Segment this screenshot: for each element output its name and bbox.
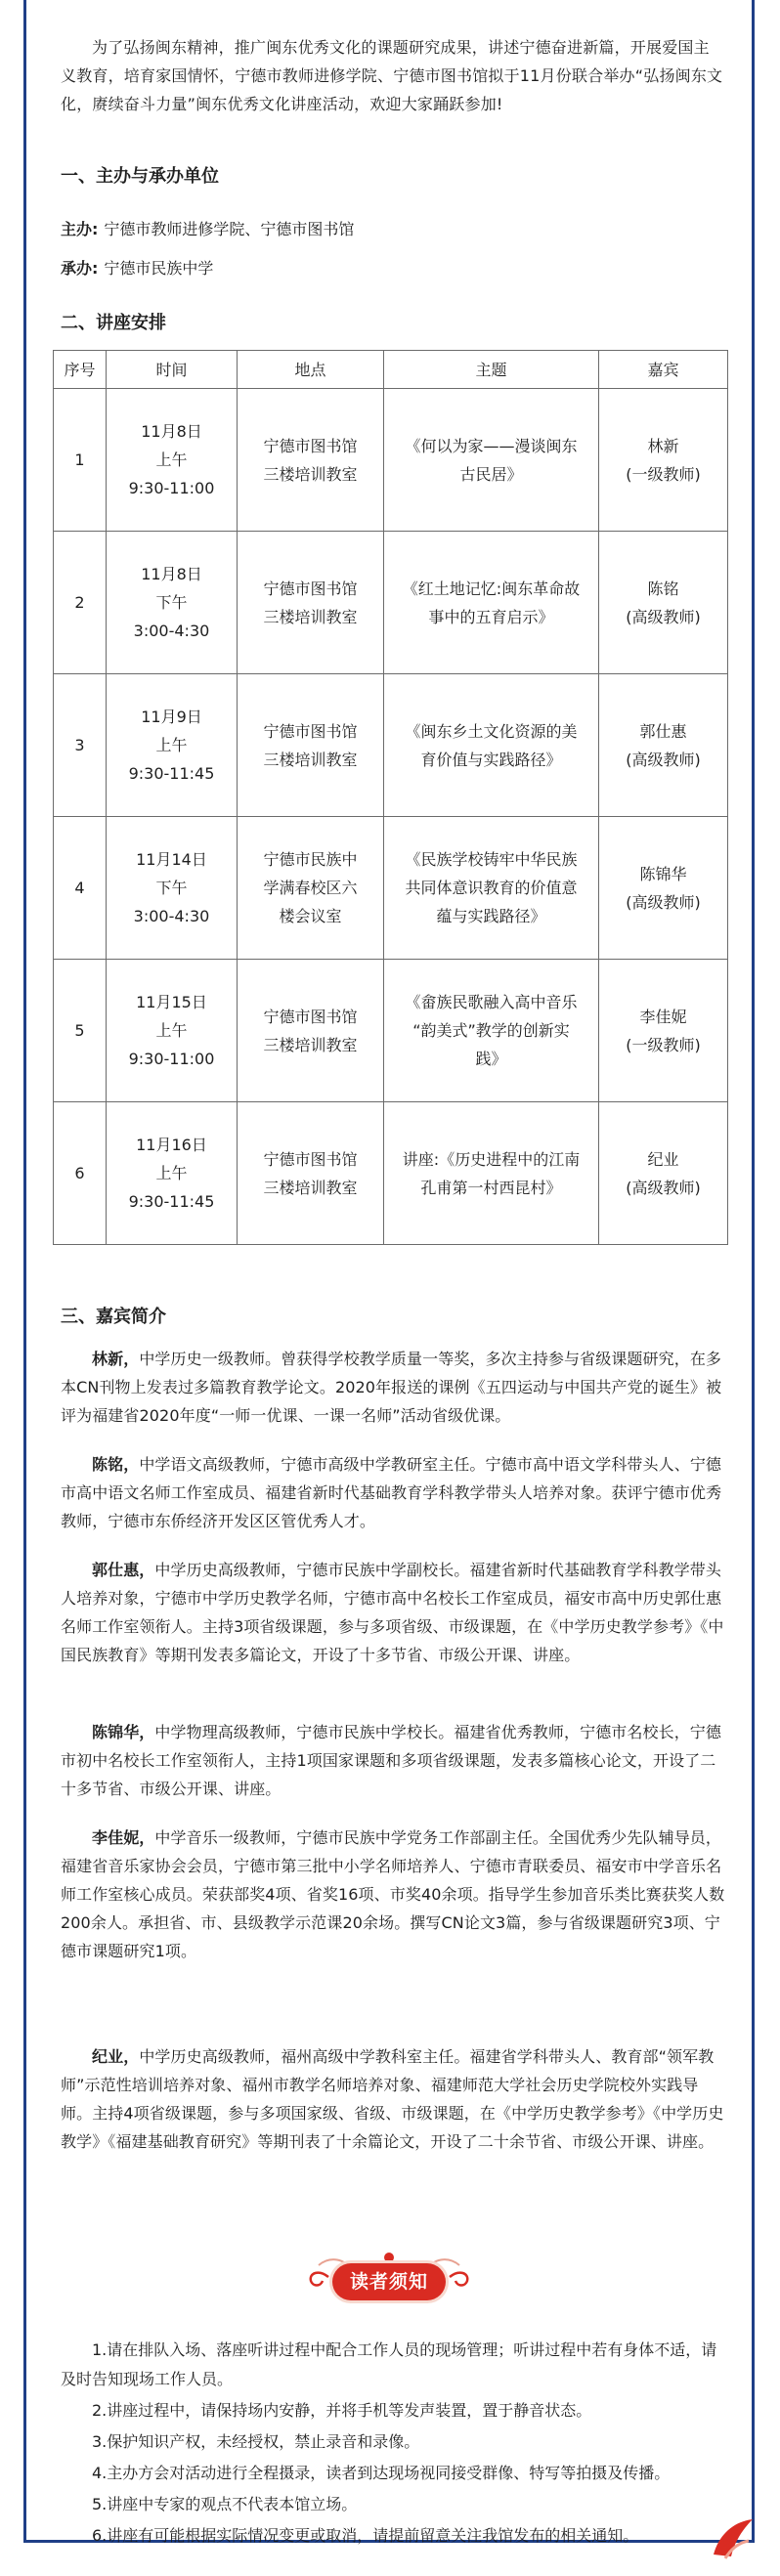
row-no: 6 [54, 1102, 107, 1245]
notice-item: 3.保护知识产权，未经授权，禁止录音和录像。 [92, 2432, 420, 2451]
guest-bio [61, 2042, 725, 2156]
host-value: 宁德市教师进修学院、宁德市图书馆 [104, 220, 355, 238]
row-place: 宁德市民族中 学满春校区六 楼会议室 [238, 817, 384, 960]
notice-item: 5.讲座中专家的观点不代表本馆立场。 [92, 2495, 358, 2513]
notice-item: 2.讲座过程中，请保持场内安静，并将手机等发声装置，置于静音状态。 [92, 2401, 592, 2420]
row-topic: 《何以为家——漫谈闽东 古民居》 [384, 389, 599, 532]
row-guest: 李佳妮 (一级教师) [599, 960, 728, 1102]
guest-name: 陈锦华， [92, 1723, 155, 1741]
notice-item: 4.主办方会对活动进行全程摄录，读者到达现场视同接受群像、特写等拍摄及传播。 [92, 2464, 671, 2482]
guest-bio [61, 1718, 725, 1803]
row-no: 3 [54, 674, 107, 817]
row-guest: 陈铭 (高级教师) [599, 532, 728, 674]
notice-title: 读者须知 [332, 2263, 446, 2300]
guest-bio-text: 中学物理高级教师，宁德市民族中学校长。福建省优秀教师，宁德市名校长，宁德市初中名校长工作室领衔人，主持1项国家课题和多项省级课题，发表多篇核心论文，开设了二十多节省、市级公开课、讲座。 [61, 1723, 722, 1798]
row-topic: 讲座:《历史进程中的江南 孔甫第一村西昆村》 [384, 1102, 599, 1245]
guest-bio [61, 1824, 725, 1965]
row-no: 5 [54, 960, 107, 1102]
row-guest: 陈锦华 (高级教师) [599, 817, 728, 960]
brush-stroke-icon [706, 2512, 760, 2566]
guest-bio [61, 1450, 725, 1535]
row-time: 11月15日 上午 9:30-11:00 [107, 960, 238, 1102]
table-row [54, 817, 728, 960]
intro-paragraph: 为了弘扬闽东精神，推广闽东优秀文化的课题研究成果，讲述宁德奋进新篇，开展爱国主义教育，培育家国情怀，宁德市教师进修学院、宁德市图书馆拟于11月份联合举办“弘扬闽东文化，赓续奋斗力量”闽东优秀文化讲座活动，欢迎大家踊跃参加! [61, 38, 723, 113]
row-place: 宁德市图书馆 三楼培训教室 [238, 532, 384, 674]
header-place: 地点 [238, 351, 384, 389]
host-label: 主办: [61, 220, 99, 238]
row-time: 11月9日 上午 9:30-11:45 [107, 674, 238, 817]
guest-name: 陈铭， [92, 1455, 140, 1474]
section-heading-guests: 三、嘉宾简介 [61, 1307, 166, 1327]
table-row [54, 960, 728, 1102]
guest-bio-text: 中学历史高级教师，福州高级中学教科室主任。福建省学科带头人、教育部“领军教师”示范性培训培养对象、福州市教学名师培养对象、福建师范大学社会历史学院校外实践导师。主持4项省级课题，参与多项国家级、省级、市级课题，在《中学历史教学参考》《中学历史教学》《福建基础教育研究》等期刊表了十余篇论文，开设了二十余节省、市级公开课、讲座。 [61, 2047, 724, 2151]
row-time: 11月8日 上午 9:30-11:00 [107, 389, 238, 532]
header-topic: 主题 [384, 351, 599, 389]
guest-bio [61, 1345, 725, 1430]
table-row [54, 532, 728, 674]
row-place: 宁德市图书馆 三楼培训教室 [238, 389, 384, 532]
notice-item: 6.讲座有可能根据实际情况变更或取消，请提前留意关注我馆发布的相关通知。 [92, 2526, 639, 2545]
table-row [54, 1102, 728, 1245]
table-row [54, 389, 728, 532]
row-time: 11月14日 下午 3:00-4:30 [107, 817, 238, 960]
header-no: 序号 [54, 351, 107, 389]
schedule-table [53, 350, 728, 1245]
guest-name: 郭仕惠， [92, 1561, 155, 1579]
row-time: 11月8日 下午 3:00-4:30 [107, 532, 238, 674]
header-guest: 嘉宾 [599, 351, 728, 389]
row-place: 宁德市图书馆 三楼培训教室 [238, 1102, 384, 1245]
row-topic: 《畲族民歌融入高中音乐 “韵美式”教学的创新实 践》 [384, 960, 599, 1102]
guest-bio-text: 中学语文高级教师，宁德市高级中学教研室主任。宁德市高中语文学科带头人、宁德市高中语文名师工作室成员、福建省新时代基础教育学科教学带头人培养对象。获评宁德市优秀教师，宁德市东侨经济开发区区管优秀人才。 [61, 1455, 722, 1530]
co-host-label: 承办: [61, 259, 99, 278]
row-no: 4 [54, 817, 107, 960]
guest-bio-text: 中学音乐一级教师，宁德市民族中学党务工作部副主任。全国优秀少先队辅导员，福建省音乐家协会会员，宁德市第三批中小学名师培养人、宁德市青联委员、福安市中学音乐名师工作室核心成员。荣获部奖4项、省奖16项、市奖40余项。指导学生参加音乐类比赛获奖人数200余人。承担省、市、县级教学示范课20余场。撰写CN论文3篇，参与省级课题研究3项、宁德市课题研究1项。 [61, 1828, 725, 1960]
header-time: 时间 [107, 351, 238, 389]
row-time: 11月16日 上午 9:30-11:45 [107, 1102, 238, 1245]
row-guest: 林新 (一级教师) [599, 389, 728, 532]
section-heading-organizers: 一、主办与承办单位 [61, 166, 219, 187]
row-place: 宁德市图书馆 三楼培训教室 [238, 960, 384, 1102]
guest-name: 纪业， [92, 2047, 140, 2066]
guest-name: 林新， [92, 1350, 140, 1368]
row-topic: 《闽东乡土文化资源的美 育价值与实践路径》 [384, 674, 599, 817]
co-host-line [61, 256, 213, 279]
row-guest: 郭仕惠 (高级教师) [599, 674, 728, 817]
row-no: 2 [54, 532, 107, 674]
guest-bio [61, 1556, 725, 1669]
table-row [54, 674, 728, 817]
notice-item: 1.请在排队入场、落座听讲过程中配合工作人员的现场管理；听讲过程中若有身体不适，请及时告知现场工作人员。 [61, 2340, 717, 2388]
row-no: 1 [54, 389, 107, 532]
schedule-header-row [54, 351, 728, 389]
guest-bio-text: 中学历史一级教师。曾获得学校教学质量一等奖，多次主持参与省级课题研究，在多本CN刊物上发表过多篇教育教学论文。2020年报送的课例《五四运动与中国共产党的诞生》被评为福建省2020年度“一师一优课、一课一名师”活动省级优课。 [61, 1350, 722, 1425]
row-topic: 《民族学校铸牢中华民族 共同体意识教育的价值意 蕴与实践路径》 [384, 817, 599, 960]
guest-bio-text: 中学历史高级教师，宁德市民族中学副校长。福建省新时代基础教育学科教学带头人培养对象，宁德市中学历史教学名师，宁德市高中名校长工作室成员，福安市高中历史郭仕惠名师工作室领衔人。主持3项省级课题，参与多项省级、市级课题，在《中学历史教学参考》《中国民族教育》等期刊发表多篇论文，开设了十多节省、市级公开课、讲座。 [61, 1561, 724, 1664]
host-line [61, 217, 354, 239]
guest-name: 李佳妮， [92, 1828, 155, 1847]
section-heading-schedule: 二、讲座安排 [61, 313, 166, 333]
notice-banner [291, 2248, 487, 2316]
co-host-value: 宁德市民族中学 [104, 259, 214, 278]
row-place: 宁德市图书馆 三楼培训教室 [238, 674, 384, 817]
row-guest: 纪业 (高级教师) [599, 1102, 728, 1245]
row-topic: 《红土地记忆:闽东革命故 事中的五育启示》 [384, 532, 599, 674]
